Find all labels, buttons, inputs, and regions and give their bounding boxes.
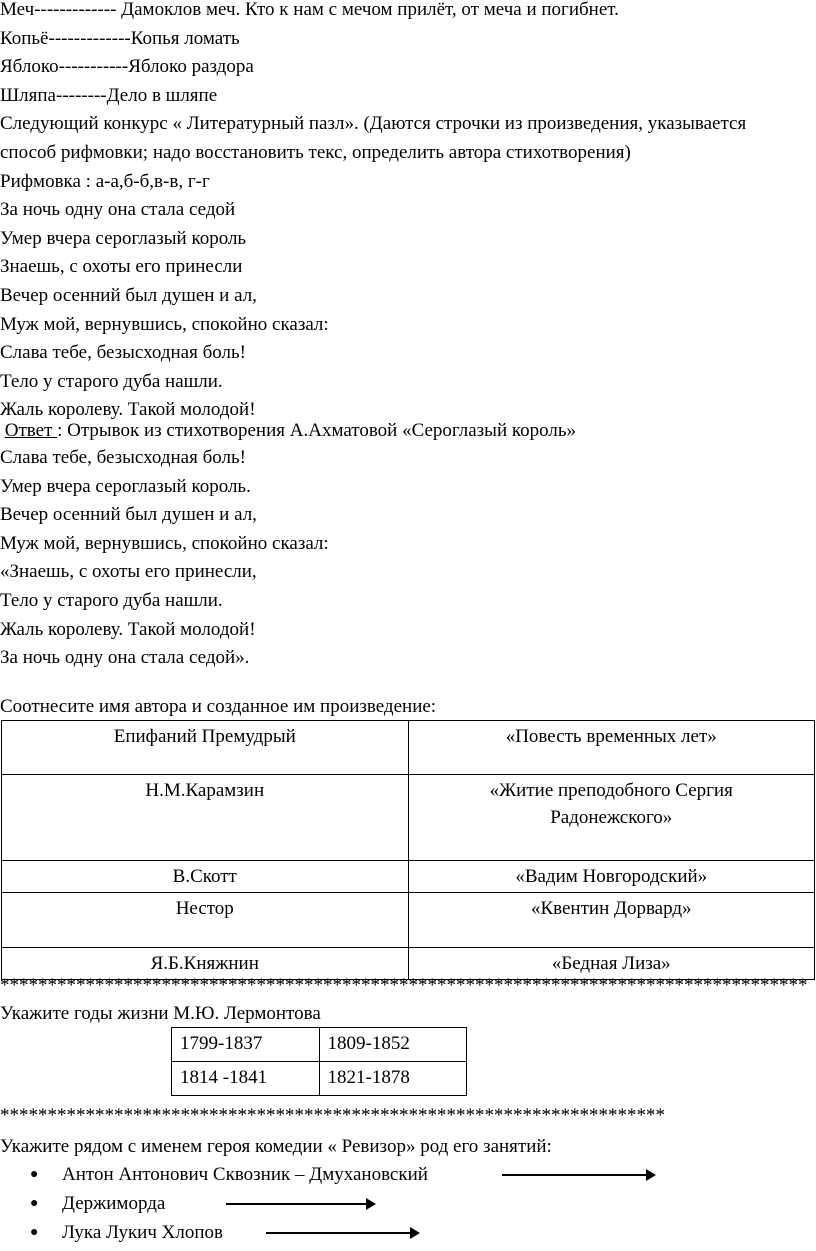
separator-short: ********************************************************************** [0, 1105, 665, 1126]
text-line: Жаль королеву. Такой молодой! [0, 618, 256, 640]
answer-text: : Отрывок из стихотворения А.Ахматовой «Сероглазый король» [57, 420, 577, 441]
text-line: Вечер осенний был душен и ал, [0, 285, 257, 306]
table-row [2, 775, 815, 861]
text-line: Тело у старого дуба нашли. [0, 590, 223, 611]
author-cell: Нестор [2, 893, 409, 948]
years-task-heading: Укажите годы жизни М.Ю. Лермонтова [0, 1003, 321, 1024]
text-line: способ рифмовки; надо восстановить текс, определить автора стихотворения) [0, 142, 631, 163]
arrow-right-icon [502, 1174, 654, 1176]
table-row [172, 1028, 467, 1062]
bullet-icon: ● [30, 1196, 39, 1211]
text-line: «Знаешь, с охоты его принесли, [0, 561, 257, 583]
hero-name: Антон Антонович Сквозник – Дмухановский [62, 1164, 428, 1185]
work-cell: «Житие преподобного Сергия Радонежского» [408, 775, 815, 861]
bullet-icon: ● [30, 1225, 39, 1240]
text-line: Меч------------- Дамоклов меч. Кто к нам с мечом прилёт, от меча и погибнет. [0, 0, 619, 20]
bullet-icon: ● [30, 1167, 39, 1182]
text-line: Муж мой, вернувшись, спокойно сказал: [0, 313, 329, 335]
text-line: Жаль королеву. Такой молодой! [0, 399, 256, 421]
work-cell: «Вадим Новгородский» [408, 861, 815, 893]
text-line: Следующий конкурс « Литературный пазл». (Даются строчки из произведения, указывается [0, 113, 747, 135]
text-line: Тело у старого дуба нашли. [0, 370, 223, 392]
text-line: Знаешь, с охоты его принесли [0, 256, 243, 278]
year-option-cell: 1814 -1841 [172, 1062, 320, 1096]
text-line: Вечер осенний был душен и ал, [0, 504, 257, 526]
table-row [2, 893, 815, 948]
text-line: За ночь одну она стала седой [0, 199, 236, 221]
years-table [171, 1027, 467, 1096]
table-row [2, 861, 815, 893]
text-line: Муж мой, вернувшись, спокойно сказал: [0, 532, 329, 554]
year-option-cell: 1821-1878 [319, 1062, 467, 1096]
match-task-heading: Соотнесите имя автора и созданное им произведение: [0, 696, 437, 717]
work-cell: «Квентин Дорвард» [408, 893, 815, 948]
work-cell: «Бедная Лиза» [408, 948, 815, 980]
text-line: Слава тебе, безысходная боль! [0, 342, 246, 364]
author-cell: Епифаний Премудрый [2, 721, 409, 775]
separator-long: ************************************************************************************* [0, 975, 808, 996]
year-option-cell: 1799-1837 [172, 1028, 320, 1062]
author-work-table [1, 720, 815, 980]
author-cell: Н.М.Карамзин [2, 775, 409, 861]
text-line: Яблоко-----------Яблоко раздора [0, 56, 254, 78]
answer-line [0, 418, 576, 444]
hero-name: Держиморда [62, 1193, 166, 1214]
year-option-cell: 1809-1852 [319, 1028, 467, 1062]
text-line: Копьё-------------Копья ломать [0, 27, 240, 49]
text-line: Умер вчера сероглазый король [0, 227, 247, 249]
table-row [2, 721, 815, 775]
table-row [172, 1062, 467, 1096]
text-line: Рифмовка : а-а,б-б,в-в, г-г [0, 170, 210, 192]
text-line: За ночь одну она стала седой». [0, 647, 250, 669]
answer-label: Ответ [4, 420, 58, 441]
hero-name: Лука Лукич Хлопов [62, 1222, 223, 1243]
text-line: Слава тебе, безысходная боль! [0, 447, 246, 468]
text-line: Шляпа--------Дело в шляпе [0, 84, 218, 106]
work-cell: «Повесть временных лет» [408, 721, 815, 775]
author-cell: Я.Б.Княжнин [2, 948, 409, 980]
arrow-right-icon [226, 1203, 374, 1205]
text-line: Умер вчера сероглазый король. [0, 475, 251, 497]
revizor-task-heading: Укажите рядом с именем героя комедии « Ревизор» род его занятий: [0, 1136, 552, 1157]
arrow-right-icon [266, 1232, 418, 1234]
author-cell: В.Скотт [2, 861, 409, 893]
